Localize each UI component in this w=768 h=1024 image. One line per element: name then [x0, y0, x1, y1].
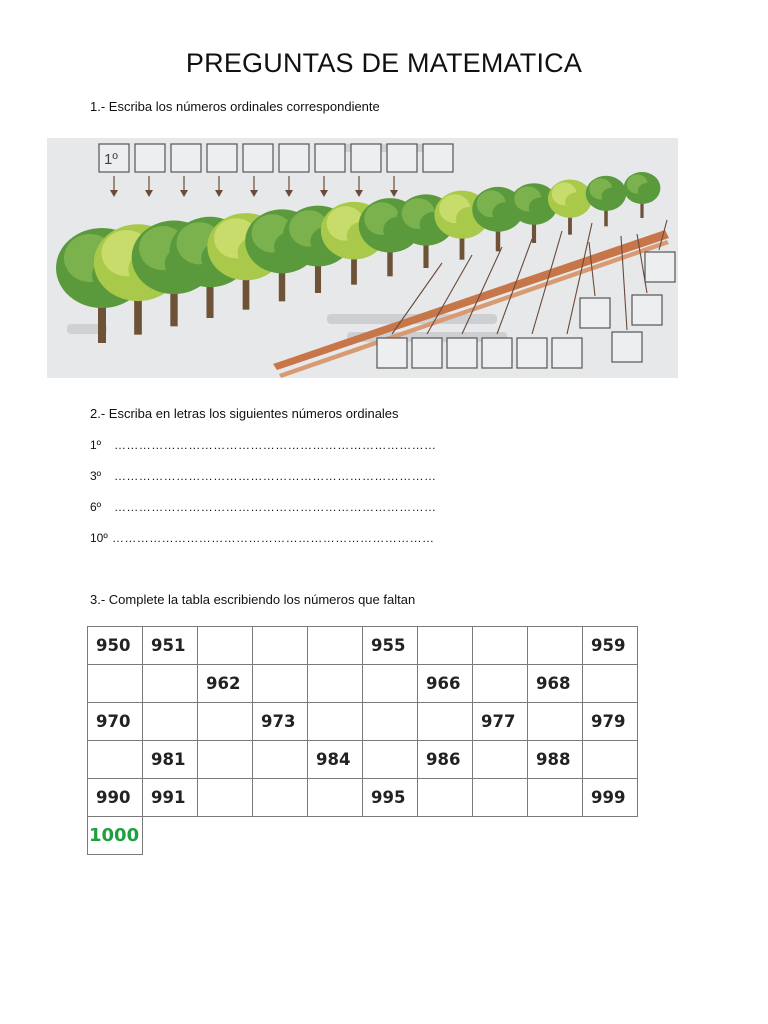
answer-box	[423, 144, 453, 172]
table-cell[interactable]	[253, 627, 308, 665]
table-cell: 950	[88, 627, 143, 665]
table-cell: 984	[308, 741, 363, 779]
table-cell: 988	[528, 741, 583, 779]
table-cell: 986	[418, 741, 473, 779]
table-cell[interactable]	[253, 741, 308, 779]
empty-space	[198, 817, 253, 855]
table-cell[interactable]	[88, 665, 143, 703]
empty-space	[528, 817, 583, 855]
answer-box	[482, 338, 512, 368]
table-cell[interactable]	[473, 665, 528, 703]
table-cell[interactable]	[363, 665, 418, 703]
answer-dots: ……………………………………………………………………	[114, 469, 437, 483]
answer-dots: ……………………………………………………………………	[112, 531, 435, 545]
answer-box	[580, 298, 610, 328]
table-cell: 968	[528, 665, 583, 703]
empty-space	[253, 817, 308, 855]
table-cell[interactable]	[143, 665, 198, 703]
table-cell: 962	[198, 665, 253, 703]
answer-box	[377, 338, 407, 368]
table-cell: 979	[583, 703, 638, 741]
table-cell[interactable]	[308, 627, 363, 665]
first-box-label: 1º	[104, 151, 118, 168]
empty-space	[473, 817, 528, 855]
table-cell[interactable]	[418, 779, 473, 817]
answer-box	[387, 144, 417, 172]
table-cell[interactable]	[308, 665, 363, 703]
empty-space	[363, 817, 418, 855]
ordinal-number: 1º	[90, 438, 102, 452]
answer-box	[351, 144, 381, 172]
answer-box	[135, 144, 165, 172]
answer-box	[632, 295, 662, 325]
ordinal-line-6	[90, 500, 436, 514]
table-cell[interactable]	[528, 779, 583, 817]
empty-space	[308, 817, 363, 855]
table-cell: 999	[583, 779, 638, 817]
answer-dots: ……………………………………………………………………	[114, 500, 437, 514]
answer-box	[552, 338, 582, 368]
empty-space	[418, 817, 473, 855]
answer-box	[517, 338, 547, 368]
table-cell[interactable]	[363, 703, 418, 741]
table-cell[interactable]	[418, 627, 473, 665]
answer-box	[447, 338, 477, 368]
page-title: PREGUNTAS DE MATEMATICA	[185, 48, 583, 78]
answer-box	[315, 144, 345, 172]
table-row	[88, 741, 638, 779]
table-row	[88, 627, 638, 665]
table-cell[interactable]	[143, 703, 198, 741]
table-cell: 981	[143, 741, 198, 779]
table-cell[interactable]	[198, 627, 253, 665]
table-cell[interactable]	[363, 741, 418, 779]
table-cell: 973	[253, 703, 308, 741]
table-row	[88, 703, 638, 741]
answer-box	[171, 144, 201, 172]
trees-illustration	[47, 138, 678, 378]
empty-space	[143, 817, 198, 855]
answer-box	[612, 332, 642, 362]
table-cell: 991	[143, 779, 198, 817]
table-cell: 990	[88, 779, 143, 817]
table-cell[interactable]	[198, 779, 253, 817]
table-cell[interactable]	[528, 627, 583, 665]
ordinal-line-10	[90, 531, 434, 545]
answer-box	[645, 252, 675, 282]
answer-box	[279, 144, 309, 172]
table-cell-final: 1000	[88, 817, 143, 855]
empty-space	[583, 817, 638, 855]
table-cell[interactable]	[308, 779, 363, 817]
answer-box	[412, 338, 442, 368]
table-cell[interactable]	[253, 665, 308, 703]
number-table	[87, 626, 638, 855]
question-2-prompt: 2.- Escriba en letras los siguientes números ordinales	[90, 406, 399, 421]
table-cell[interactable]	[198, 703, 253, 741]
table-cell: 977	[473, 703, 528, 741]
table-cell[interactable]	[473, 627, 528, 665]
table-cell[interactable]	[418, 703, 473, 741]
table-cell: 959	[583, 627, 638, 665]
table-cell[interactable]	[473, 741, 528, 779]
answer-box	[243, 144, 273, 172]
table-cell: 951	[143, 627, 198, 665]
question-1-prompt: 1.- Escriba los números ordinales correspondiente	[90, 99, 380, 114]
ordinal-number: 6º	[90, 500, 102, 514]
table-cell[interactable]	[473, 779, 528, 817]
answer-dots: ……………………………………………………………………	[114, 438, 437, 452]
table-cell[interactable]	[583, 741, 638, 779]
ordinal-number: 3º	[90, 469, 102, 483]
ordinal-line-1	[90, 438, 436, 452]
ordinal-line-3	[90, 469, 436, 483]
table-cell: 966	[418, 665, 473, 703]
table-cell[interactable]	[308, 703, 363, 741]
table-row	[88, 817, 638, 855]
table-row	[88, 779, 638, 817]
table-cell: 995	[363, 779, 418, 817]
table-cell[interactable]	[253, 779, 308, 817]
table-cell: 970	[88, 703, 143, 741]
table-row	[88, 665, 638, 703]
answer-box	[207, 144, 237, 172]
table-cell[interactable]	[88, 741, 143, 779]
table-cell[interactable]	[198, 741, 253, 779]
table-cell[interactable]	[583, 665, 638, 703]
question-3-prompt: 3.- Complete la tabla escribiendo los números que faltan	[90, 592, 416, 607]
ordinal-number: 10º	[90, 531, 108, 545]
table-cell: 955	[363, 627, 418, 665]
table-cell[interactable]	[528, 703, 583, 741]
